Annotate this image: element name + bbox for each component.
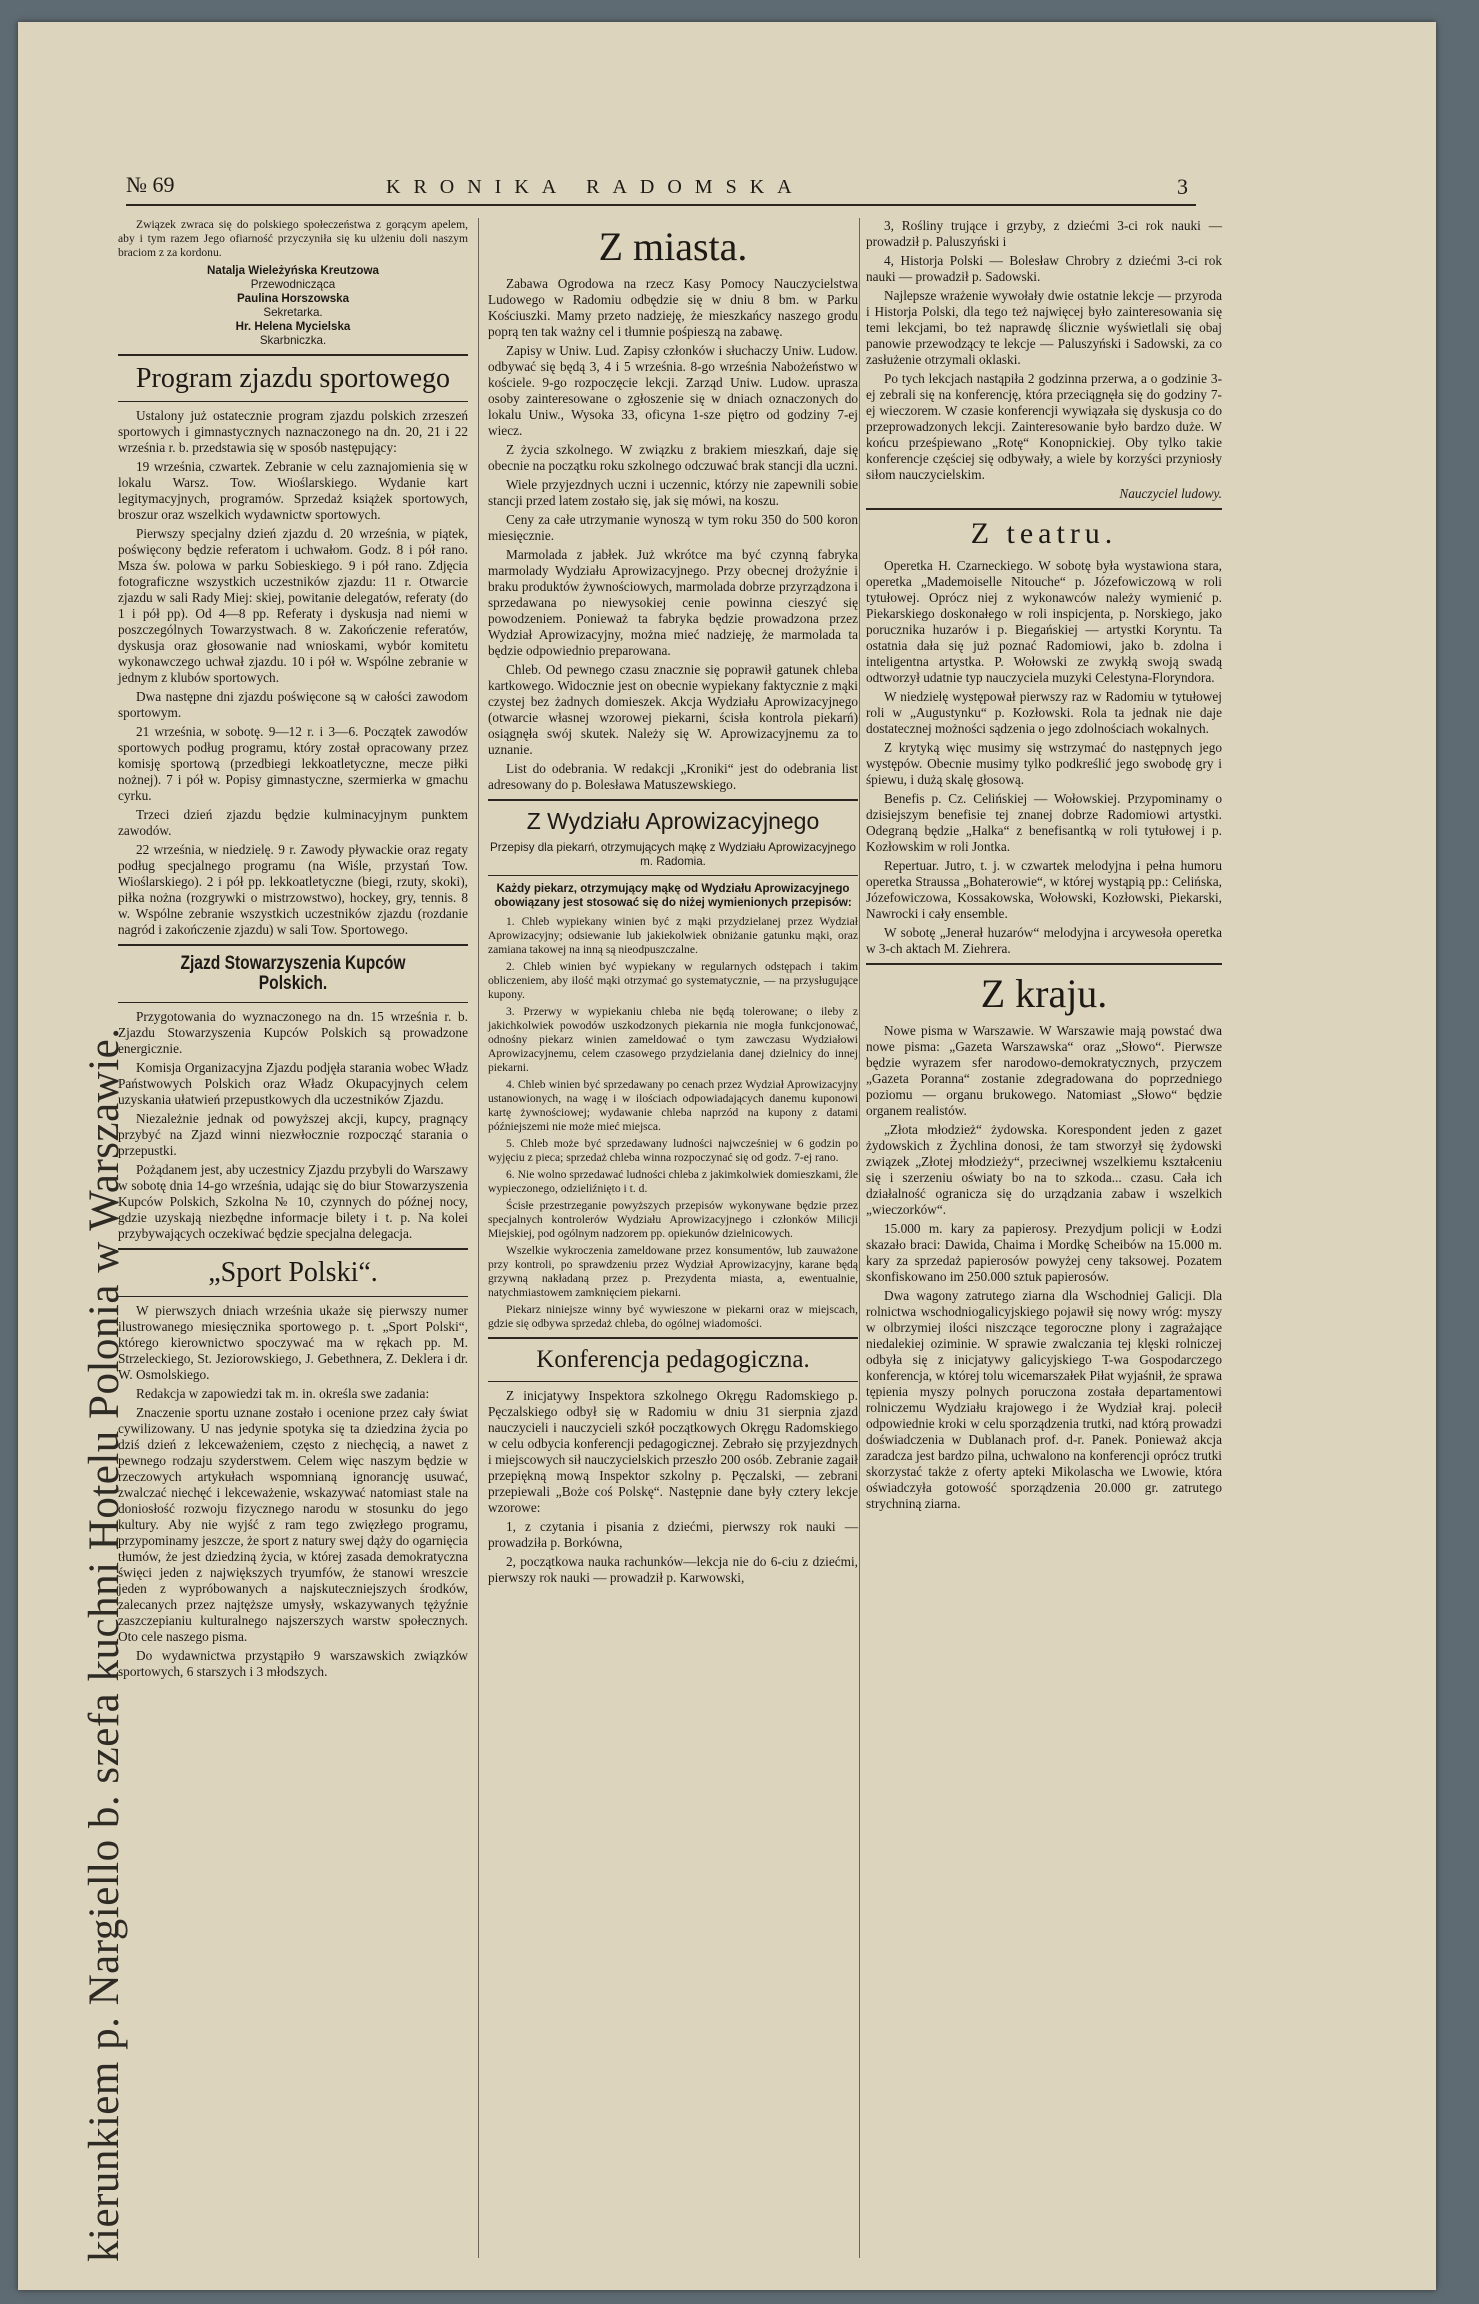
column-divider: [859, 218, 860, 2258]
article-paragraph: 15.000 m. kary za papierosy. Prezydjum policji w Łodzi skazało braci: Dawida, Chaima i Mordkę Scheibów na 15.000 m. kary za sprzedaż papierosów powyżej ceny taksowej. Pozatem skonfiskowano im 250.000 sztuk papierosów.: [866, 1220, 1222, 1284]
article-paragraph: Ceny za całe utrzymanie wynoszą w tym roku 350 do 500 koron miesięcznie.: [488, 512, 858, 543]
section-rule: [118, 1296, 468, 1297]
city-news-headline: Z miasta.: [598, 224, 748, 269]
article-paragraph: Marmolada z jabłek. Już wkrótce ma być czynną fabryka marmolady Wydziału Aprowizacyjnego. Przy obecnej drożyźnie i braku produktów żywnościowych, marmolada dobrze przyrządzona i sprzedawana po niewysokiej cenie powinna cieszyć się powodzeniem. Ponieważ ta fabryka będzie prowadzona przez Wydział Aprowizacyjny, można mieć nadzieję, że marmolada ta będzie odpowiednio preparowana.: [488, 547, 858, 658]
article-paragraph: Przygotowania do wyznaczonego na dn. 15 września r. b. Zjazdu Stowarzyszenia Kupców Polskich są prowadzone energicznie.: [118, 1009, 468, 1057]
signature-line: Skarbniczka.: [259, 334, 327, 347]
section-rule: [488, 1337, 858, 1339]
article-paragraph: Niezależnie jednak od powyższej akcji, kupcy, pragnący przybyć na Zjazd winni niezwłocznie rozpocząć starania o przepustki.: [118, 1111, 468, 1159]
article-paragraph: W pierwszych dniach września ukaże się pierwszy numer ilustrowanego miesięcznika sportowego p. t. „Sport Polski“, którego kierownictwo spoczywać ma w rękach pp. M. Strzeleckiego, St. Jeziorowskiego, J. Gebethnera, Z. Deklera i dr. W. Osmolskiego.: [118, 1302, 468, 1382]
page-header: [126, 170, 1196, 206]
article-paragraph: List do odebrania. W redakcji „Kroniki“ jest do odebrania list adresowany do p. Bolesława Matuszewskiego.: [488, 761, 858, 792]
article-paragraph: Pożądanem jest, aby uczestnicy Zjazdu przybyli do Warszawy w sobotę dnia 14-go września, udając się do biur Stowarzyszenia Kupców Polskich, Szkolna № 10, czynnych do późnej nocy, gdzie uzyskają niezbędne informacje bilety i t. p. Na kolei przybywających oczekiwać będzie specjalna delegacja.: [118, 1162, 468, 1242]
article-paragraph: Z życia szkolnego. W związku z brakiem mieszkań, daje się obecnie na początku roku szkolnego odczuwać brak stancji dla uczni.: [488, 442, 858, 473]
country-news-headline: Z kraju.: [980, 970, 1108, 1016]
regulation-paragraph: Piekarz niniejsze winny być wywieszone w piekarni oraz w miejscach, gdzie się odbywa sprzedaż chleba, do ogólnej wiadomości.: [488, 1303, 858, 1331]
side-margin-text: [26, 162, 128, 2262]
section-rule: [488, 1381, 858, 1382]
merchants-congress-headline: Zjazd Stowarzyszenia Kupców Polskich.: [180, 953, 406, 995]
sport-polski-headline: „Sport Polski“.: [208, 1257, 378, 1289]
regulation-paragraph: Wszelkie wykroczenia zameldowane przez konsumentów, lub zauważone przy kontroli, po sprawdzeniu przez Wydział Aprowizacyjny, karane będą grzywną nakładaną przez p. Prezydenta miasta, a, ewentualnie, natychmiastowem zamknięciem piekarni.: [488, 1244, 858, 1300]
signature-line: Natalja Wieleżyńska Kreutzowa: [207, 264, 379, 277]
article-paragraph: 22 września, w niedzielę. 9 r. Zawody pływackie oraz regaty podług specjalnego programu (na Wiśle, przystań Tow. Wioślarskiego). 2 i pół pp. lekkoatletyczne (biegi, rzuty, skoki), piłka nożna (rozgrywki o mistrzowstwo), hockey, gry, tennis. 8 w. Wspólne zebranie wszystkich uczestników zjazdu (rozdanie nagród i zakończenie zjazdu) w sali Tow. Sportowego.: [118, 842, 468, 938]
appeal-text: Związek zwraca się do polskiego społeczeństwa z gorącym apelem, aby i tym razem Jego ofiarność przyczyniła się ku ulżeniu doli naszym braciom z za kordonu.: [118, 218, 468, 259]
article-paragraph: Operetka H. Czarneckiego. W sobotę była wystawiona stara, operetka „Mademoiselle Nitouche“ p. Józefowiczową w roli tytułowej. Oprócz niej z wykonawców należy wymienić p. Piekarskiego doskonałego w roli inspicjenta, p. Norskiego, jako porucznika huzarów i p. Biegańskiej — artystki Koryntu. Ta ostatnia dała się już poznać Radomiowi, jako b. zdolna i inteligentna artystka. P. Wołowski ze zwykłą swoją swadą odtworzył udatnie typ nauczyciela muzyki Celestyna-Floryndora.: [866, 557, 1222, 685]
pedagogical-conference-headline: Konferencja pedagogiczna.: [536, 1346, 810, 1374]
section-rule: [118, 944, 468, 946]
article-paragraph: Do wydawnictwa przystąpiło 9 warszawskich związków sportowych, 6 starszych i 3 młodszych.: [118, 1647, 468, 1679]
article-paragraph: „Złota młodzież“ żydowska. Korespondent jeden z gazet żydowskich z Żychlina donosi, że tam stworzył się żydowski związek „Złotej młodzieży“, przeciwnej wszelkiemu kształceniu się i szerzeniu oświaty bo na to szkoda... czasu. Cała ich działalność ogranicza się do urządzania zabaw i wszelkich „wieczorków“.: [866, 1121, 1222, 1217]
sport-program-headline: Program zjazdu sportowego: [135, 363, 451, 394]
regulation-paragraph: 1. Chleb wypiekany winien być z mąki przydzielanej przez Wydział Aprowizacyjny; odsiewanie lub jakiekolwiek obniżanie gatunku mąki, oraz zamiana takowej na inną są nieodpuszczalne.: [488, 915, 858, 957]
article-signature: Nauczyciel ludowy.: [1119, 486, 1222, 501]
column-2: [488, 218, 858, 1589]
article-paragraph: Z krytyką więc musimy się wstrzymać do następnych jego występów. Obecnie musimy tylko podkreślić jego swobodę gry i śpiewu, i dużą skalę głosową.: [866, 739, 1222, 787]
section-rule: [118, 1248, 468, 1250]
section-rule: [866, 508, 1222, 510]
article-paragraph: W niedzielę występował pierwszy raz w Radomiu w tytułowej roli w „Augustynku“ p. Kozłowski. Rola ta jednak nie daje dostatecznej możności sądzenia o jego zdolnościach wokalnych.: [866, 688, 1222, 736]
article-paragraph: Nowe pisma w Warszawie. W Warszawie mają powstać dwa nowe pisma: „Gazeta Warszawska“ oraz „Słowo“. Pierwsze będzie wyrazem sfer narodowo-demokratycznych, przyczem „Gazeta Poranna“ zostanie zdegradowana do poprzedniego poziomu — organu brukowego. Natomiast „Słowo“ będzie organem realistów.: [866, 1022, 1222, 1118]
section-rule: [118, 1002, 468, 1003]
article-paragraph: 4, Historja Polski — Bolesław Chrobry z dziećmi 3-ci rok nauki — prowadził p. Sadowski.: [866, 253, 1222, 284]
signature-line: Hr. Helena Mycielska: [235, 320, 351, 333]
column-divider: [478, 218, 479, 2258]
section-rule: [866, 963, 1222, 965]
side-margin-text-line: kierunkiem p. Nargiello b. szefa kuchni Hotelu Polonia w Warszawie.: [81, 1027, 128, 2262]
article-paragraph: 2, początkowa nauka rachunków—lekcja nie do 6-ciu z dziećmi, pierwszy rok nauki — prowadził p. Karwowski,: [488, 1554, 858, 1586]
section-rule: [488, 875, 858, 876]
article-paragraph: Wiele przyjezdnych uczni i uczennic, którzy nie zapewnili sobie stancji przed latem zostało się, jak się mówi, na koszu.: [488, 477, 858, 508]
article-paragraph: Chleb. Od pewnego czasu znacznie się poprawił gatunek chleba kartkowego. Widocznie jest on obecnie wypiekany faktycznie z mąki czystej bez żadnych domieszek. Akcja Wydziału Aprowizacyjnego (otwarcie własnej wzorowej piekarni, ścisła kontrola piekarń) osiągnęła swój skutek. Należy się W. Aprowizacyjnemu za to uznanie.: [488, 662, 858, 757]
newspaper-title: KRONIKA RADOMSKA: [386, 176, 805, 198]
newspaper-page: [18, 22, 1436, 2290]
section-rule: [488, 799, 858, 801]
section-rule: [118, 354, 468, 356]
article-paragraph: 19 września, czwartek. Zebranie w celu zaznajomienia się w lokalu Warsz. Tow. Wioślarskiego. Wydanie kart legitymacyjnych, programów. Sprzedaż książek sportowych, broszur oraz wszelkich wydawnictw sportowych.: [118, 459, 468, 523]
article-paragraph: Po tych lekcjach nastąpiła 2 godzinna przerwa, a o godzinie 3-ej zebrali się na konferencję, która przeciągnęła się do godziny 7-ej wieczorem. W czasie konferencji wywiązała się dyskusja co do przeprowadzonych lekcji. Zainteresowanie było bardzo duże. W końcu prześpiewano „Rotę“ Konopnickiej. Oby tylko takie konferencje częściej się odbywały, a wiele by korzyści przyniosły siłom nauczycielskim.: [866, 371, 1222, 482]
regulation-paragraph: 3. Przerwy w wypiekaniu chleba nie będą tolerowane; o ileby z jakichkolwiek powodów uszkodzonych piekarnia nie mogła funkcjonować, odnośny piekarz winien zameldować o tym zawczasu Wydziałowi Aprowizacyjnemu, celem czasowego przydzielania danej dzielnicy do innej piekarni.: [488, 1005, 858, 1075]
article-paragraph: Pierwszy specjalny dzień zjazdu d. 20 września, w piątek, poświęcony będzie referatom i uchwałom. Godz. 8 i pół rano. Msza św. polowa w parku Sobieskiego. 9 i pół rano. Zdjęcia fotograficzne wszystkich uczestników zjazdu: 11 r. Otwarcie zjazdu w sali Rady Miej: skiej, powitanie delegatów, referaty (do 1 i pół pp). Od 4—8 pp. Referaty i dyskusja nad niemi w poszczególnych Towarzystwach. 8 w. Zakończenie referatów, dyskusja oraz głosowanie nad wnioskami, wybór komitetu wykonawczego uchwał zjazdu. 10 i pół w. Wspólne zebranie w jednym z klubów sportowych.: [118, 526, 468, 686]
article-paragraph: Benefis p. Cz. Celińskiej — Wołowskiej. Przypominamy o dzisiejszym benefisie tej znanej dobrze Radomiowi artystki. Odegraną będzie „Halka“ z benefisantką w roli tytułowej i p. Kozłowskim w roli Jontka.: [866, 790, 1222, 854]
article-paragraph: 1, z czytania i pisania z dziećmi, pierwszy rok nauki — prowadziła p. Borkówna,: [488, 1519, 858, 1551]
column-3: [866, 218, 1222, 1515]
column-1: [118, 218, 468, 1683]
article-paragraph: Najlepsze wrażenie wywołały dwie ostatnie lekcje — przyroda i Historja Polski, dla tego też najwięcej było zainteresowania się temi lekcjami, bo też naprawdę ślicznie wyświetlali się obaj panowie przewodzący te lekcje — Paluszyński i Sadowski, za co zasłużenie otrzymali oklaski.: [866, 288, 1222, 367]
article-paragraph: Dwa następne dni zjazdu poświęcone są w całości zawodom sportowym.: [118, 689, 468, 721]
signature-line: Sekretarka.: [263, 306, 323, 319]
article-paragraph: Redakcja w zapowiedzi tak m. in. określa swe zadania:: [136, 1385, 430, 1401]
appeal-signatures: [118, 264, 468, 348]
article-paragraph: Z inicjatywy Inspektora szkolnego Okręgu Radomskiego p. Pęczalskiego odbył się w Radomiu w dniu 31 sierpnia zjazd nauczycieli i nauczycieli szkół początkowych Okręgu Radomskiego w celu odbycia konferencji pedagogicznej. Zebrało się przyjezdnych i miejscowych sił nauczycielskich przeszło 200 osób. Zebranie zagaił przepiękną mową Inspektor szkolny p. Pęczalski, — zebrani przepiewali „Boże coś Polskę“. Następnie dane były cztery lekcje wzorowe:: [488, 1388, 858, 1516]
article-paragraph: 3, Rośliny trujące i grzyby, z dziećmi 3-ci rok nauki — prowadził p. Paluszyński i: [866, 218, 1222, 249]
signature-line: Paulina Horszowska: [236, 292, 350, 305]
article-paragraph: Zapisy w Uniw. Lud. Zapisy członków i słuchaczy Uniw. Ludow. odbywać się będą 3, 4 i 5 września. 8-go września Nabożeństwo w kościele. 9-go rozpoczęcie lekcji. Zarząd Uniw. Ludow. uprasza osoby zainteresowane o zgłoszenie się w dniach oznaczonych do lokalu Uniw., Wysoka 33, oficyna 1-sze piętro od godziny 7-ej wiecz.: [488, 343, 858, 438]
regulation-paragraph: 2. Chleb winien być wypiekany w regularnych odstępach i takim obliczeniem, aby ilość mąki otrzymać go systematycznie, — na przysługujące kupony.: [488, 960, 858, 1002]
article-paragraph: Komisja Organizacyjna Zjazdu podjęła starania wobec Władz Państwowych Polskich oraz Władz Okupacyjnych celem uzyskania ułatwień przepustkowych dla uczestników Zjazdu.: [118, 1060, 468, 1108]
provisioning-dept-headline: Z Wydziału Aprowizacyjnego: [526, 808, 820, 834]
signature-line: Przewodnicząca: [250, 278, 336, 291]
regulation-paragraph: 6. Nie wolno sprzedawać ludności chleba z jakimkolwiek domieszkami, źle wypieczonego, odzieliźnięto i t. d.: [488, 1168, 858, 1196]
article-paragraph: Ustalony już ostatecznie program zjazdu polskich zrzeszeń sportowych i gimnastycznych naznaczonego na dn. 20, 21 i 22 września r. b. przedstawia się w sposób następujący:: [118, 408, 468, 456]
provisioning-subheading: Przepisy dla piekarń, otrzymujących mąkę z Wydziału Aprowizacyjnego m. Radomia.: [490, 841, 856, 869]
article-paragraph: Dwa wagony zatrutego ziarna dla Wschodniej Galicji. Dla rolnictwa wschodniogalicyjskiego pojawił się nowy wróg: myszy w olbrzymiej ilości niszczące tegoroczne plony i zagrażające niedalekiej oziminie. W sprawie zwalczania tej klęski rolniczej odbyła się z inicjatywy galicyjskiego T-wa Gospodarczego konferencja, w której tolu wicemarszałek Piłat wyjaśnił, że sprawa tępienia myszy polnych poruczona została departamentowi rolniczemu Wydziału krajowego i że Wydział kraj. polecił odpowiednie kroki w celu sporządzenia trutki, nad którą prowadzi doświadczenia w Dublanach prof. d-r. Panek. Ponieważ akcja zaradcza jest bardzo pilna, uchwalono na konferencji oprócz trutki skorzystać także z oferty apteki Mikolascha we Lwowie, która oświadczyła gotowość sporządzenia 20.000 gr. zatrutego strychniną ziarna.: [866, 1287, 1222, 1511]
article-paragraph: W sobotę „Jenerał huzarów“ melodyjna i arcywesoła operetka w 3-ch aktach M. Ziehrera.: [866, 924, 1222, 956]
article-paragraph: Repertuar. Jutro, t. j. w czwartek melodyjna i pełna humoru operetka Straussa „Bohaterowie“, w której wystąpią pp.: Celińska, Józefowiczowa, Kossakowska, Wołowski, Kozłowski, Piekarski, Nawrocki i cały ensemble.: [866, 857, 1222, 921]
issue-number: № 69: [126, 172, 175, 197]
theatre-headline: Z teatru.: [970, 517, 1118, 550]
article-paragraph: Zabawa Ogrodowa na rzecz Kasy Pomocy Nauczycielstwa Ludowego w Radomiu odbędzie się w dniu 8 bm. w Parku Kościuszki. Mamy przeto nadzieję, że mieszkańcy naszego grodu poprą ten tak ważny cel i tłumnie pośpieszą na zabawę.: [488, 276, 858, 339]
article-paragraph: 21 września, w sobotę. 9—12 r. i 3—6. Początek zawodów sportowych podług programu, który został opracowany przez komisję sportową (przedbiegi lekkoatletyczne, mecze piłki nożnej). 7 i pół w. Popisy gimnastyczne, szermierka w gmachu cyrku.: [118, 724, 468, 804]
page-number: 3: [1177, 174, 1188, 199]
article-paragraph: Trzeci dzień zjazdu będzie kulminacyjnym punktem zawodów.: [118, 807, 468, 839]
regulation-paragraph: 4. Chleb winien być sprzedawany po cenach przez Wydział Aprowizacyjny ustanowionych, na wagę i w ilościach odpowiadających danemu kuponowi kartę żywnościowej; wydawanie chleba naprzód na kupony z datami późniejszemi nie może mieć miejsca.: [488, 1078, 858, 1134]
provisioning-lead: Każdy piekarz, otrzymujący mąkę od Wydziału Aprowizacyjnego obowiązany jest stosować się do niżej wymienionych przepisów:: [494, 882, 852, 910]
section-rule: [118, 401, 468, 402]
article-paragraph: Znaczenie sportu uznane zostało i ocenione przez cały świat cywilizowany. U nas jedynie spotyka się ta dziedzina życia po dziś dzień z lekceważeniem, często z niechęcią, a nawet z pewnego rodzaju szyderstwem. Celem więc naszym będzie w rzeczowych artykułach wspomnianą ignorancję usuwać, zwalczać niechęć i lekceważenie, wskazywać natomiast stale na doniosłość rozwoju fizycznego narodu w stosunku do jego kultury. Aby nie wyjść z ram tego zwięzłego programu, przypominamy jeszcze, że sport z natury swej dąży do ogarnięcia tłumów, że jest dziedziną życia, w której zasada demokratyczna święci jeden z największych tryumfów, że stanowi wreszcie jeden z wypróbowanych a najskuteczniejszych środków, zalecanych przez najtęższe umysły, wskazywanych tężyźnie zaszczepianiu kulturalnego najszerszych warstw społecznych. Oto cele naszego pisma.: [118, 1404, 468, 1644]
regulation-paragraph: 5. Chleb może być sprzedawany ludności najwcześniej w 6 godzin po wyjęciu z pieca; sprzedaż chleba winna rozpoczynać się od godz. 7-ej rano.: [488, 1137, 858, 1165]
regulation-paragraph: Ścisłe przestrzeganie powyższych przepisów wykonywane będzie przez specjalnych kontrolerów Wydziału Aprowizacyjnego i członków Milicji Miejskiej, pod ogólnym nadzorem pp. opiekunów dzielnicowych.: [488, 1199, 858, 1241]
